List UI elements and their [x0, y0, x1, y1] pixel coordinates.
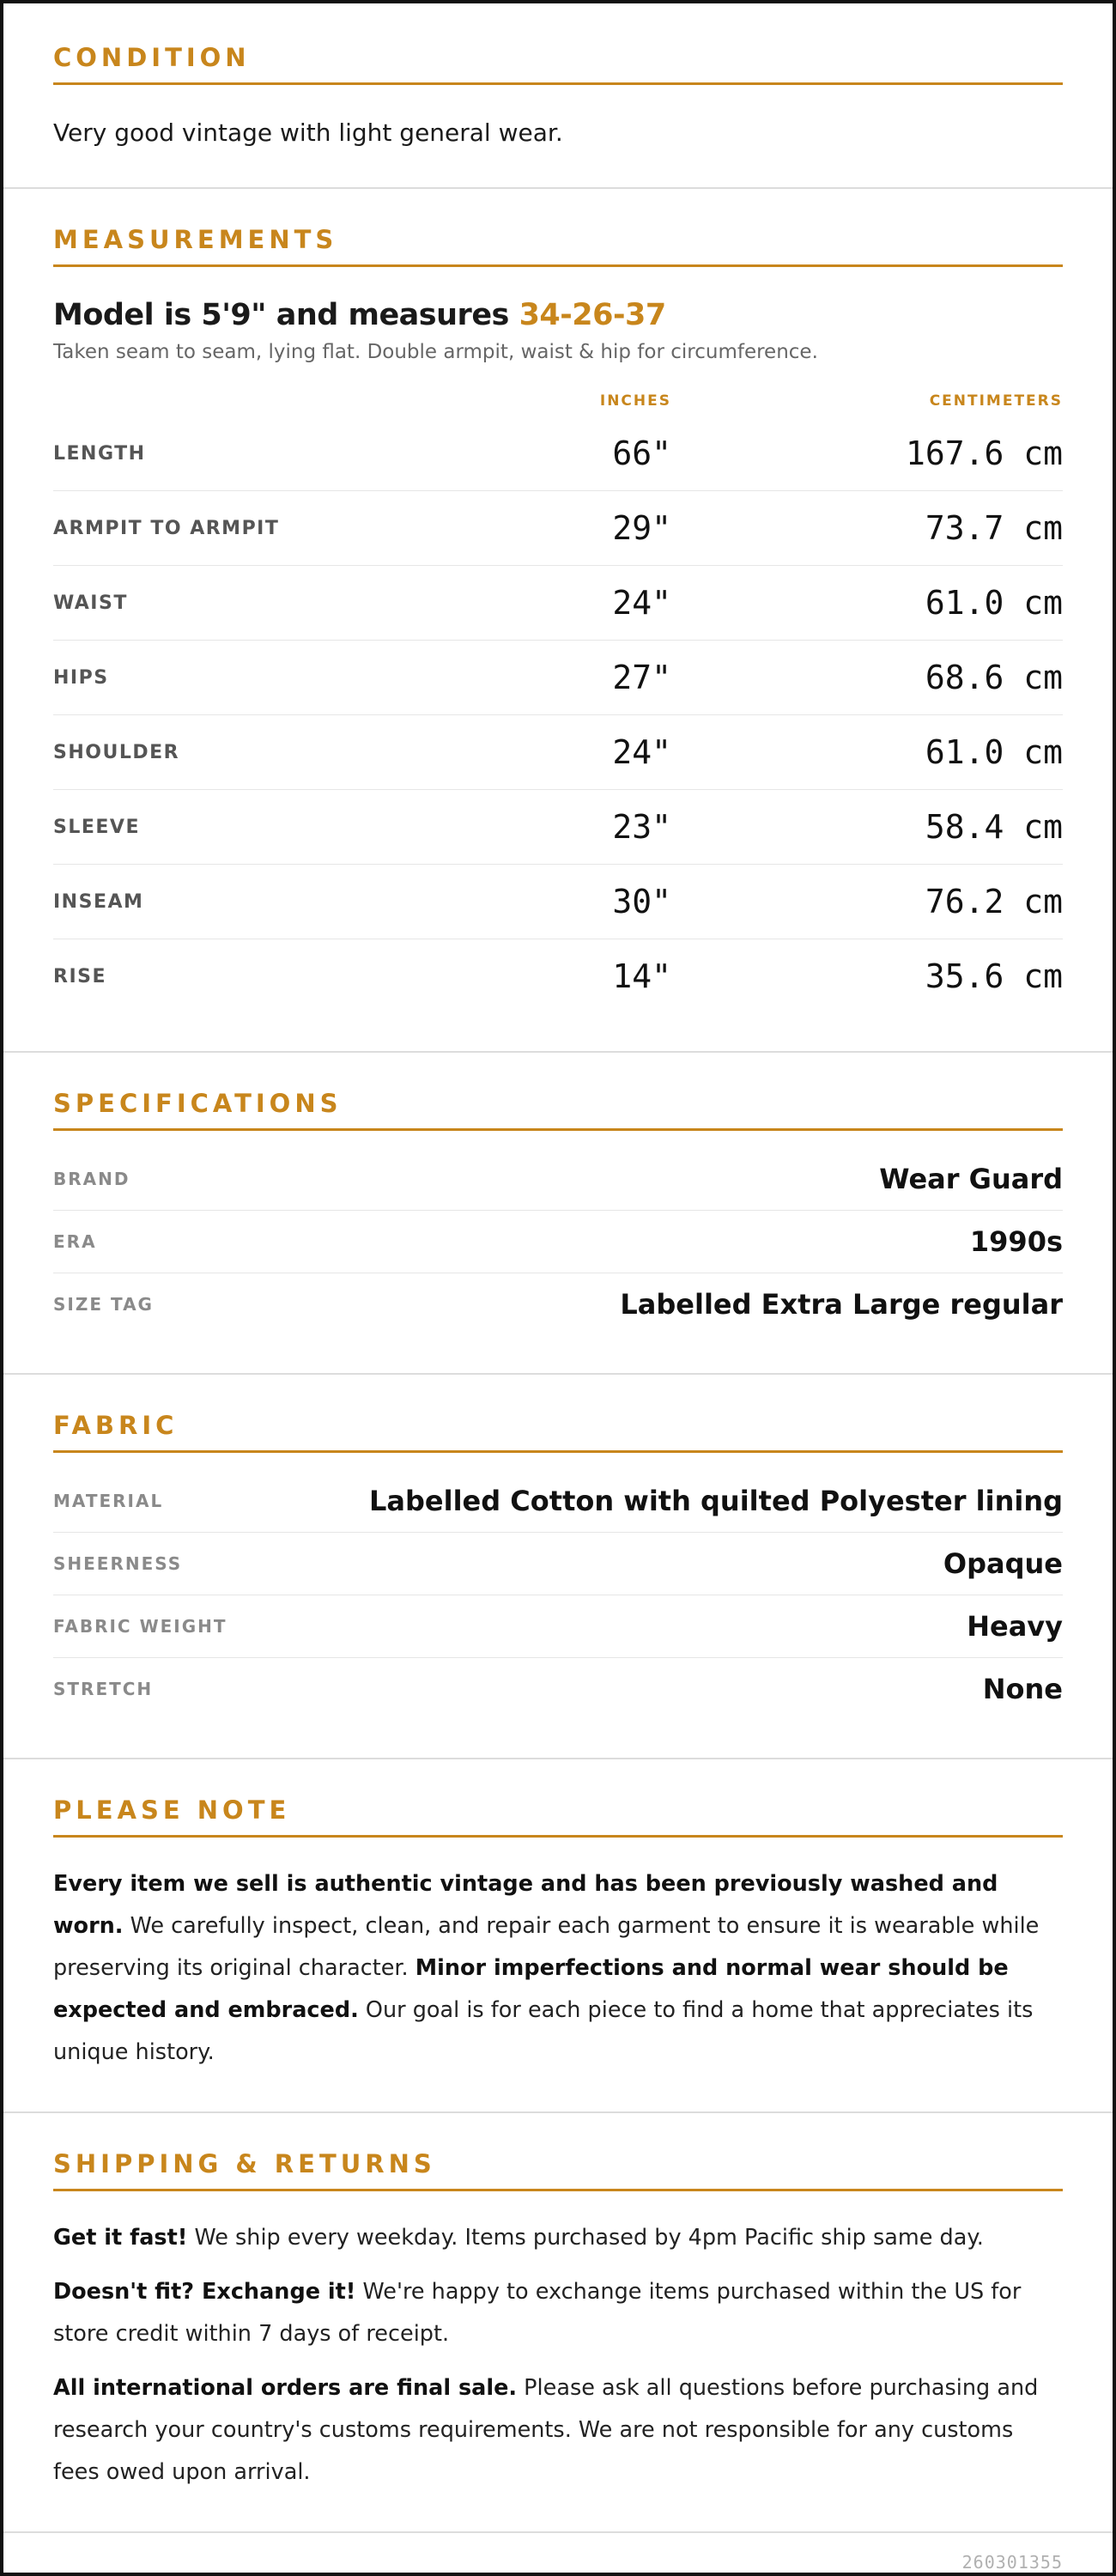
- spec-value: Labelled Extra Large regular: [620, 1288, 1063, 1321]
- measurement-cm: 68.6 cm: [925, 659, 1063, 697]
- shipping-text-3: Please ask all questions before purchasing and research your country's customs requirements. We are not responsible for any customs fees owed upon arrival.: [53, 2375, 1039, 2486]
- measurement-label: RISE: [53, 965, 106, 987]
- measurement-row: [53, 939, 1063, 1013]
- measurement-label: SLEEVE: [53, 816, 140, 838]
- please-note-text-1: We carefully inspect, clean, and repair each garment to ensure it is wearable while preserving its original character.: [53, 1913, 1040, 1982]
- header-centimeters: CENTIMETERS: [929, 392, 1063, 410]
- spec-label: BRAND: [53, 1169, 130, 1190]
- measurement-cm: 76.2 cm: [925, 883, 1063, 921]
- measurement-table: [53, 416, 1063, 1013]
- measurement-label: LENGTH: [53, 442, 146, 465]
- measurement-cm: 167.6 cm: [905, 434, 1063, 473]
- shipping-paragraph-1: [53, 2217, 1063, 2259]
- measurement-cm: 58.4 cm: [925, 808, 1063, 847]
- measurement-inches: 66": [612, 434, 671, 473]
- measurement-label: SHOULDER: [53, 741, 180, 763]
- please-note-section: [3, 1759, 1113, 2113]
- fabric-list: [53, 1470, 1063, 1720]
- please-note-bold-2: Minor imperfections and normal wear should be expected and embraced.: [53, 1955, 1009, 2024]
- fabric-row: [53, 1595, 1063, 1658]
- shipping-bold-3: All international orders are final sale.: [53, 2375, 518, 2402]
- spec-value: Wear Guard: [879, 1163, 1063, 1196]
- specifications-title: SPECIFICATIONS: [53, 1089, 1063, 1131]
- measurement-table-header: [53, 392, 1063, 410]
- fabric-section: [3, 1375, 1113, 1759]
- measurement-label: WAIST: [53, 592, 128, 614]
- fabric-value: Opaque: [943, 1547, 1063, 1581]
- header-inches: INCHES: [599, 392, 671, 410]
- please-note-text: [53, 1863, 1063, 2074]
- measurement-cm: 73.7 cm: [925, 509, 1063, 548]
- fabric-label: MATERIAL: [53, 1491, 164, 1512]
- measurement-cm: 61.0 cm: [925, 584, 1063, 623]
- shipping-bold-1: Get it fast!: [53, 2225, 188, 2251]
- please-note-title: PLEASE NOTE: [53, 1795, 1063, 1838]
- measurement-row: [53, 491, 1063, 566]
- fabric-row: [53, 1658, 1063, 1720]
- model-measurements-values: 34-26-37: [519, 298, 666, 333]
- model-measurements: [53, 298, 1063, 332]
- spec-value: 1990s: [969, 1225, 1063, 1259]
- measurement-row: [53, 865, 1063, 939]
- spec-label: SIZE TAG: [53, 1294, 154, 1315]
- spec-row: [53, 1148, 1063, 1211]
- header-spacer: [53, 392, 500, 410]
- condition-section: [3, 3, 1113, 189]
- please-note-bold-1: Every item we sell is authentic vintage and has been previously washed and worn.: [53, 1871, 998, 1940]
- fabric-value: Heavy: [967, 1610, 1063, 1643]
- model-measurements-prefix: Model is 5'9" and measures: [53, 298, 519, 333]
- measurements-title: MEASUREMENTS: [53, 225, 1063, 267]
- shipping-text-2: We're happy to exchange items purchased within the US for store credit within 7 days of receipt.: [53, 2279, 1022, 2348]
- measurement-inches: 30": [612, 883, 671, 921]
- measurement-inches: 23": [612, 808, 671, 847]
- shipping-title: SHIPPING & RETURNS: [53, 2149, 1063, 2191]
- please-note-text-2: Our goal is for each piece to find a home that appreciates its unique history.: [53, 1997, 1034, 2066]
- shipping-bold-2: Doesn't fit? Exchange it!: [53, 2279, 356, 2306]
- measurement-label: INSEAM: [53, 890, 144, 913]
- measurement-row: [53, 416, 1063, 491]
- fabric-value: Labelled Cotton with quilted Polyester lining: [369, 1485, 1063, 1518]
- spec-row: [53, 1273, 1063, 1335]
- measurement-label: HIPS: [53, 666, 109, 689]
- measurement-cm: 35.6 cm: [925, 957, 1063, 996]
- shipping-paragraph-3: [53, 2367, 1063, 2494]
- measurement-label: ARMPIT TO ARMPIT: [53, 517, 280, 539]
- measurement-inches: 27": [612, 659, 671, 697]
- shipping-section: [3, 2113, 1113, 2533]
- fabric-value: None: [982, 1673, 1063, 1706]
- condition-title: CONDITION: [53, 43, 1063, 85]
- fabric-label: SHEERNESS: [53, 1553, 183, 1575]
- measurement-inches: 24": [612, 584, 671, 623]
- specifications-section: [3, 1053, 1113, 1375]
- measurement-cm: 61.0 cm: [925, 733, 1063, 772]
- measurements-section: [3, 189, 1113, 1053]
- fabric-row: [53, 1470, 1063, 1533]
- fabric-label: FABRIC WEIGHT: [53, 1616, 227, 1637]
- fabric-label: STRETCH: [53, 1679, 154, 1700]
- shipping-text-1: We ship every weekday. Items purchased by 4pm Pacific ship same day.: [187, 2225, 984, 2251]
- specifications-list: [53, 1148, 1063, 1335]
- condition-text: Very good vintage with light general wear.: [53, 118, 563, 147]
- fabric-title: FABRIC: [53, 1411, 1063, 1453]
- measurement-inches: 24": [612, 733, 671, 772]
- product-code: 260301355: [961, 2552, 1063, 2573]
- measurement-row: [53, 641, 1063, 715]
- spec-label: ERA: [53, 1231, 97, 1253]
- spec-row: [53, 1211, 1063, 1273]
- measurement-row: [53, 790, 1063, 865]
- measurement-inches: 29": [612, 509, 671, 548]
- fabric-row: [53, 1533, 1063, 1595]
- measurement-row: [53, 715, 1063, 790]
- shipping-paragraph-2: [53, 2271, 1063, 2355]
- measurement-row: [53, 566, 1063, 641]
- measurement-inches: 14": [612, 957, 671, 996]
- measurement-note: Taken seam to seam, lying flat. Double armpit, waist & hip for circumference.: [53, 341, 818, 364]
